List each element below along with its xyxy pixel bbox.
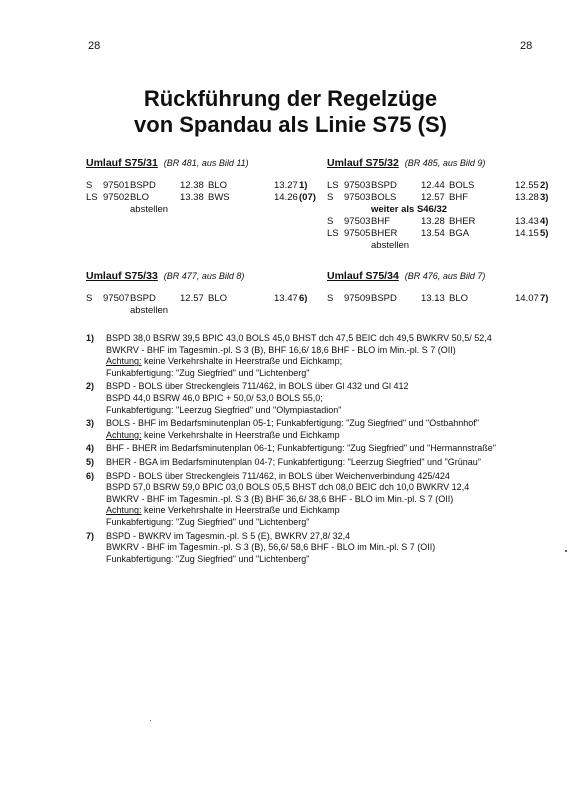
row-dep: 12.57 [421,192,445,203]
speck-mark [565,550,567,552]
row-nr: 97503 [344,216,371,227]
timetable-row [86,293,321,305]
row-nr: 97509 [344,293,371,304]
timetable-row [327,228,562,240]
row-cat: LS [86,192,98,203]
row-ref: 6) [299,293,308,304]
row-from: BLO [130,192,150,203]
timetable-row [86,305,321,317]
row-to: BHF [449,192,468,203]
page-title [0,86,581,138]
row-to: BOLS [449,180,475,191]
row-arr: 13.28 [515,192,539,203]
speck-mark [150,720,151,721]
page-number-left: 28 [88,40,101,52]
umlauf-heading [327,270,562,282]
footnote-line: BSPD 44,0 BSRW 46,0 BPIC + 50,0/ 53,0 BOLS 55,0; [106,392,323,403]
row-dep: 12.57 [180,293,204,304]
footnote-line: Funkabfertigung: "Zug Siegfried" und "Lichtenberg" [106,516,310,527]
timetable-row [327,180,562,192]
footnote-number: 2) [86,381,95,392]
row-dep: 12.44 [421,180,445,191]
row-nr: 97501 [103,180,130,191]
row-dep: 13.13 [421,293,445,304]
row-arr: 13.47 [274,293,298,304]
row-from: BOLS [371,192,397,203]
umlauf-heading [327,157,562,169]
umlauf-source: (BR 481, aus Bild 11) [163,158,249,168]
umlauf-block [327,157,562,252]
umlauf-name: Umlauf S75/34 [327,270,399,282]
row-ref: 3) [540,192,549,203]
footnote-line: BSPD - BOLS über Streckengleis 711/462, in BOLS über Weichenverbindung 425/424 [106,470,450,481]
row-from: abstellen [371,240,410,251]
footnote [86,381,556,416]
row-ref: 2) [540,180,549,191]
umlauf-source: (BR 477, aus Bild 8) [163,271,245,281]
row-nr: 97503 [344,180,371,191]
timetable-row [86,192,321,204]
row-from: BSPD [130,180,156,191]
footnote-line: BSPD 57,0 BSRW 59,0 BPIC 03,0 BOLS 05,5 BHST dch 08,0 BEIC dch 10,0 BWKRV 12,4 [106,482,470,493]
footnote-number: 1) [86,333,95,343]
timetable-row [327,204,562,216]
row-arr: 12.55 [515,180,539,191]
footnote-line: BHF - BHER im Bedarfsminutenplan 06-1; Funkabfertigung: "Zug Siegfried" und "Hermannstraße" [106,443,496,454]
row-arr: 14.15 [515,228,539,239]
row-arr: 13.43 [515,216,539,227]
row-to: BHER [449,216,476,227]
row-to: BLO [208,180,228,191]
timetable-row [327,192,562,204]
umlauf-heading [86,270,321,282]
row-from: BSPD [371,293,397,304]
row-ref: 5) [540,228,549,239]
row-arr: 14.07 [515,293,539,304]
umlauf-block [327,270,562,305]
footnote-line: BHER - BGA im Bedarfsminutenplan 04-7; Funkabfertigung: "Leerzug Siegfried" und "Grünau" [106,457,481,467]
footnote-line: Funkabfertigung: "Zug Siegfried" und "Lichtenberg" [106,367,310,378]
footnote [86,443,556,455]
row-dep: 13.54 [421,228,445,239]
footnote-number: 7) [86,530,95,541]
umlauf-name: Umlauf S75/33 [86,270,158,282]
row-ref: (07) [299,192,316,203]
timetable-row [327,293,562,305]
row-nr: 97502 [103,192,130,203]
row-to: BWS [208,192,230,203]
footnote [86,531,556,566]
row-from: weiter als S46/32 [371,204,448,215]
row-from: BSPD [130,293,156,304]
footnote [86,471,556,529]
timetable-row [86,204,321,216]
row-to: BGA [449,228,470,239]
row-ref: 7) [540,293,549,304]
row-from: BHF [371,216,390,227]
footnote-line: BSPD - BOLS über Streckengleis 711/462, in BOLS über Gl 432 und Gl 412 [106,381,409,392]
footnote [86,418,556,441]
footnote-line: BWKRV - BHF im Tagesmin.-pl. S 3 (B) BHF 36,6/ 38,6 BHF - BLO im Min.-pl. S 7 (OII) [106,493,454,504]
row-to: BLO [208,293,228,304]
umlauf-source: (BR 485, aus Bild 9) [404,158,486,168]
row-from: BHER [371,228,398,239]
footnote-line: Funkabfertigung: "Zug Siegfried" und "Lichtenberg" [106,553,310,564]
footnote-line: Achtung: keine Verkehrshalte in Heerstraße und Eichkamp [106,505,340,516]
row-dep: 13.38 [180,192,204,203]
timetable-row [327,240,562,252]
footnote-line: BWKRV - BHF im Tagesmin.-pl. S 3 (B), BHF 16,6/ 18,6 BHF - BLO im Min.-pl. S 7 (OII) [106,344,456,355]
row-nr: 97503 [344,192,371,203]
umlauf-heading [86,157,321,169]
row-dep: 13.28 [421,216,445,227]
row-cat: S [86,180,93,191]
umlauf-block [86,157,321,216]
umlauf-name: Umlauf S75/32 [327,157,399,169]
footnote-number: 6) [86,470,95,481]
row-nr: 97505 [344,228,371,239]
footnote [86,333,556,379]
footnote-line: Achtung: keine Verkehrshalte in Heerstraße und Eichkamp [106,429,340,440]
row-cat: S [327,216,334,227]
footnote-line: BWKRV - BHF im Tagesmin.-pl. S 3 (B), 56,6/ 58,6 BHF - BLO im Min.-pl. S 7 (OII) [106,542,436,553]
row-from: BSPD [371,180,397,191]
row-ref: 4) [540,216,549,227]
footnote-line: BOLS - BHF im Bedarfsminutenplan 05-1; Funkabfertigung: "Zug Siegfried" und "Ostbahnhof" [106,418,479,429]
footnote-line: BSPD - BWKRV im Tagesmin.-pl. S 5 (E), BWKRV 27,8/ 32,4 [106,530,351,541]
page-number-right: 28 [520,40,533,52]
row-cat: LS [327,180,339,191]
row-cat: S [327,293,334,304]
footnote-line: BSPD 38,0 BSRW 39,5 BPIC 43,0 BOLS 45,0 BHST dch 47,5 BEIC dch 49,5 BWKRV 50,5/ 52,4 [106,333,492,343]
footnote-number: 4) [86,443,95,454]
footnote [86,457,556,469]
umlauf-source: (BR 476, aus Bild 7) [404,271,486,281]
timetable-row [327,216,562,228]
row-arr: 14.26 [274,192,298,203]
footnote-number: 5) [86,457,95,467]
row-to: BLO [449,293,469,304]
timetable-row [86,180,321,192]
row-ref: 1) [299,180,308,191]
row-nr: 97507 [103,293,130,304]
umlauf-name: Umlauf S75/31 [86,157,158,169]
row-cat: S [327,192,334,203]
footnote-number: 3) [86,418,95,429]
title-line-2: von Spandau als Linie S75 (S) [134,112,447,137]
title-line-1: Rückführung der Regelzüge [143,86,438,111]
row-arr: 13.27 [274,180,298,191]
row-cat: S [86,293,93,304]
row-from: abstellen [130,305,169,316]
row-cat: LS [327,228,339,239]
row-dep: 12.38 [180,180,204,191]
row-from: abstellen [130,204,169,215]
footnote-line: Achtung: keine Verkehrshalte in Heerstraße und Eichkamp; [106,356,343,367]
umlauf-block [86,270,321,317]
footnote-line: Funkabfertigung: "Leerzug Siegfried" und "Olympiastadion" [106,404,342,415]
